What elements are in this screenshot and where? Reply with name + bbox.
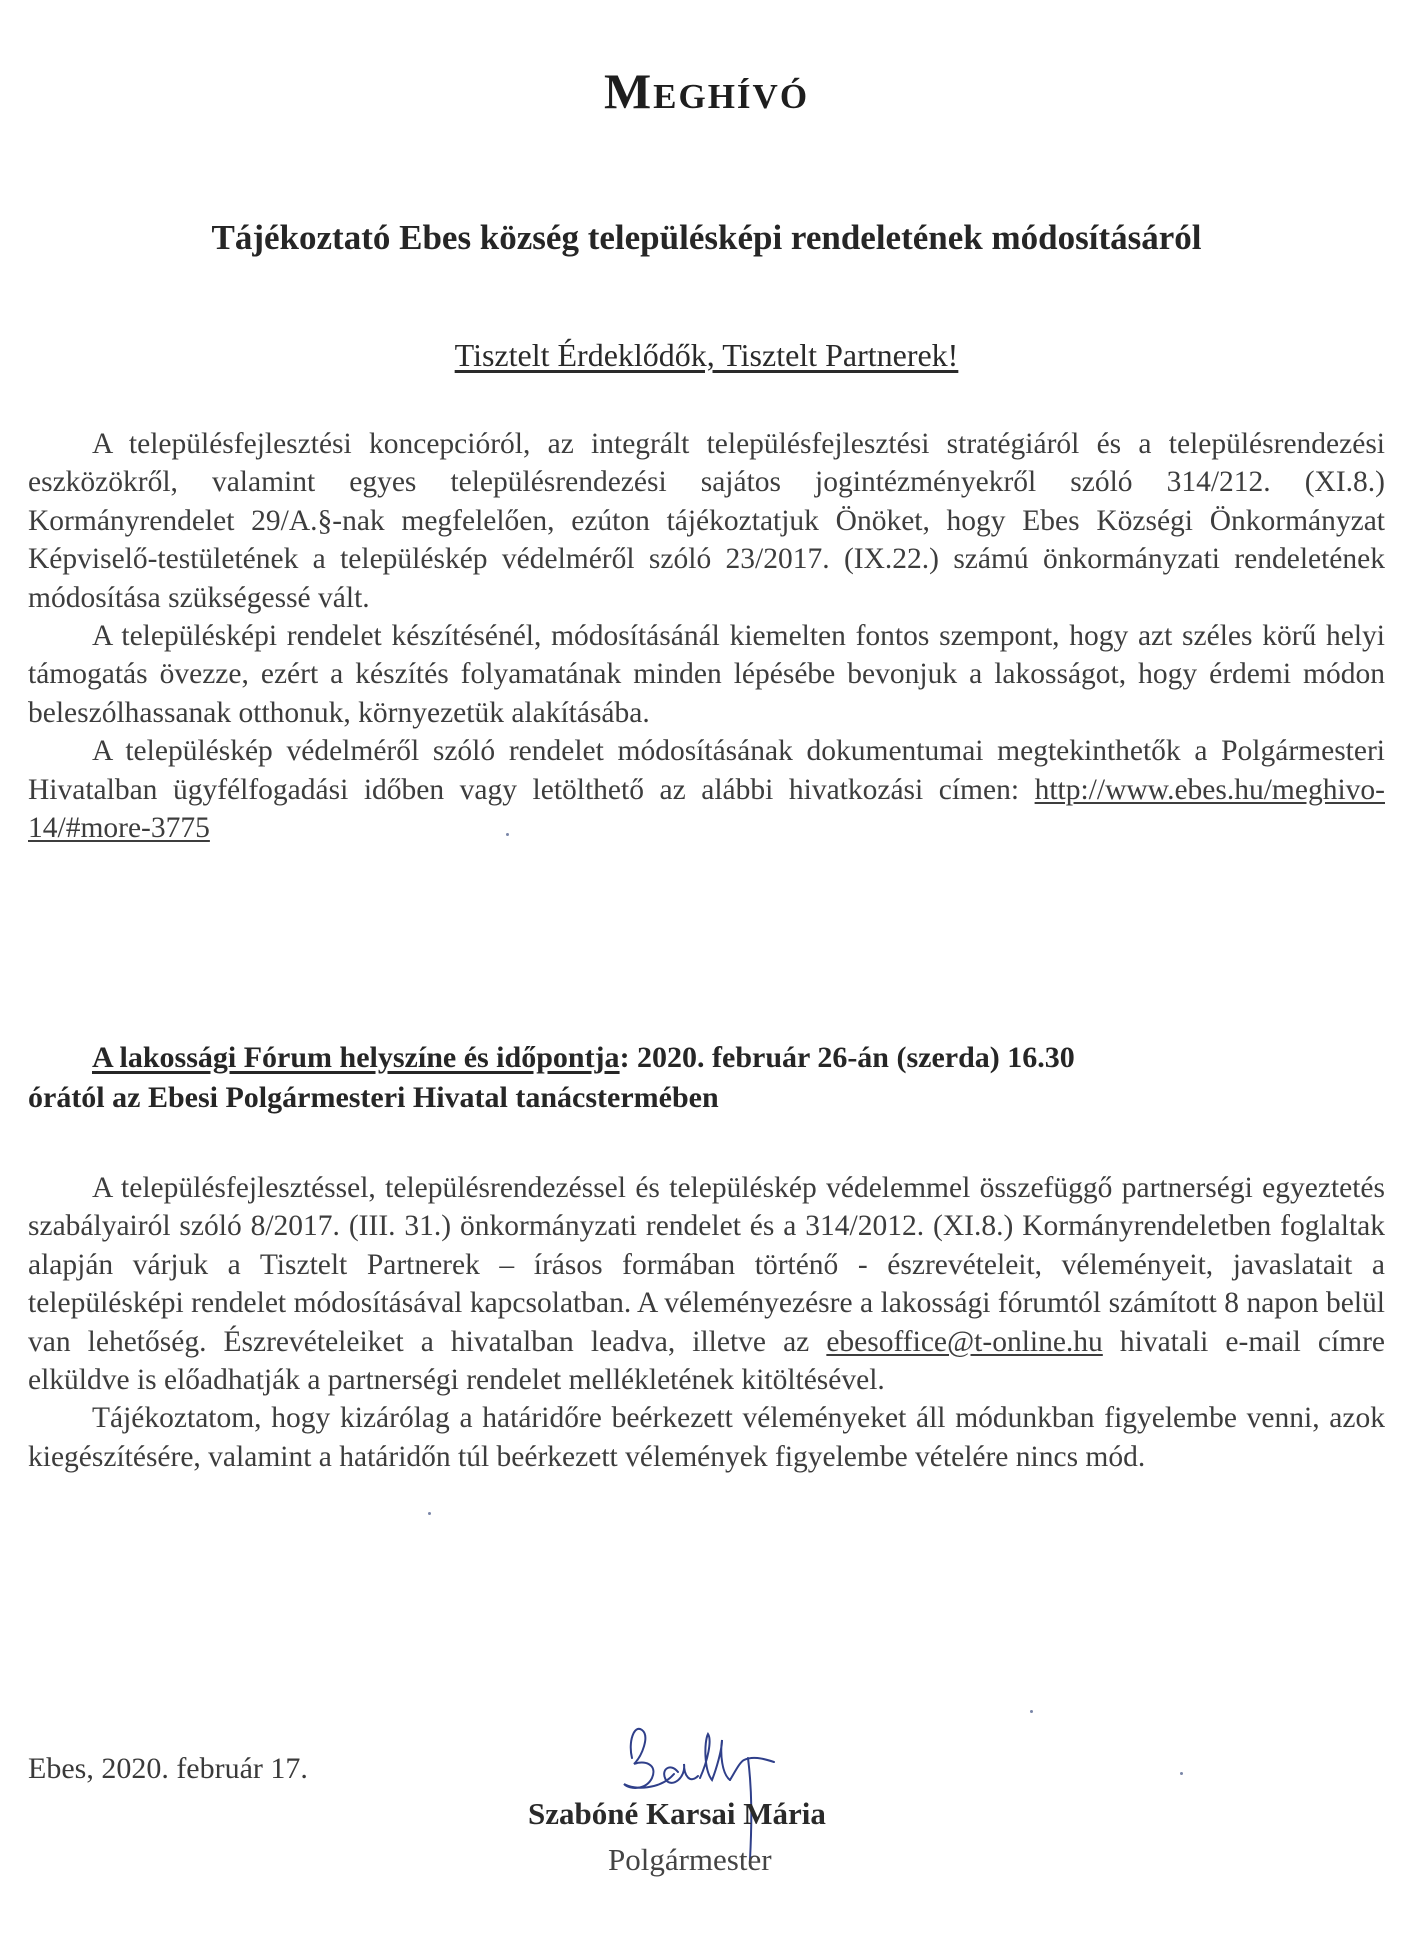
feedback-paragraph-1-text: A településfejlesztéssel, településrendezéssel és településkép védelemmel összefüggő partnerségi egyeztetés szabályairól szóló 8/2017. (III. 31.) önkormányzati rendelet és a 314/2012. (XI.8.) Kormányrendeletben foglaltak alapján várjuk a Tisztelt Partnerek – írásos formában történő - észrevételeit, véleményeit, javaslatait a településképi rendelet módosításával kapcsolatban. A véleményezésre a lakossági fórumtól számított 8 napon belül van lehetőség. Észrevételeiket a hivatalban leadva, illetve az: [28, 1172, 1385, 1358]
feedback-paragraph-1-tail: hivatali e-mail címre elküldve is előadhatják a partnerségi rendelet mellékletének kitöltésével.: [28, 1325, 1385, 1397]
intro-paragraph-1: A településfejlesztési koncepcióról, az integrált településfejlesztési stratégiáról és a településrendezési eszközökről, valamint egyes településrendezési sajátos jogintézményekről szóló 314/212. (XI.8.) Kormányrendelet 29/A.§-nak megfelelően, ezúton tájékoztatjuk Önöket, hogy Ebes Községi Önkormányzat Képviselő-testületének a településkép védelméről szóló 23/2017. (IX.22.) számú önkormányzati rendeletének módosítása szükségessé vált.: [28, 428, 1385, 614]
scan-speck: [1030, 1710, 1033, 1713]
forum-announcement: [28, 1038, 1385, 1118]
intro-section: [28, 425, 1385, 847]
intro-paragraph-2: A településképi rendelet készítésénél, módosításánál kiemelten fontos szempont, hogy azt széles körű helyi támogatás övezze, ezért a készítés folyamatának minden lépésébe bevonjuk a lakosságot, hogy érdemi módon beleszólhassanak otthonuk, környezetük alakításába.: [28, 620, 1385, 729]
forum-line-1: [28, 1038, 1385, 1078]
place-date: Ebes, 2020. február 17.: [28, 1752, 308, 1785]
forum-label: A lakossági Fórum helyszíne és időpontja: [92, 1041, 620, 1074]
feedback-paragraph-1: [28, 1169, 1385, 1399]
forum-location: órától az Ebesi Polgármesteri Hivatal tanácstermében: [28, 1081, 719, 1114]
scan-speck: [506, 833, 509, 836]
signer-role: Polgármester: [608, 1842, 772, 1877]
feedback-section: [28, 1169, 1385, 1476]
intro-paragraph-3-text: A településkép védelméről szóló rendelet módosításának dokumentumai megtekinthetők a Polgármesteri Hivatalban ügyfélfogadási időben vagy letölthető az alábbi hivatkozási címen:: [28, 735, 1385, 806]
intro-paragraph-3: [28, 732, 1385, 847]
page-subtitle: Tájékoztató Ebes község településképi rendeletének módosításáról: [211, 218, 1202, 257]
email-link[interactable]: ebesoffice@t-online.hu: [826, 1325, 1103, 1358]
feedback-paragraph-2: Tájékoztatom, hogy kizárólag a határidőre beérkezett véleményeket áll módunkban figyelembe venni, azok kiegészítésére, valamint a határidőn túl beérkezett vélemények figyelembe vételére nincs mód.: [28, 1402, 1385, 1473]
scan-speck: [1180, 1772, 1183, 1775]
signer-name: Szabóné Karsai Mária: [528, 1796, 826, 1831]
documents-link[interactable]: http://www.ebes.hu/meghivo-14/#more-3775: [28, 773, 1385, 845]
greeting: Tisztelt Érdeklődők, Tisztelt Partnerek!: [454, 337, 959, 373]
page-title: Meghívó: [603, 63, 810, 119]
forum-date-time: : 2020. február 26-án (szerda) 16.30: [619, 1041, 1075, 1074]
scan-speck: [428, 1512, 431, 1515]
